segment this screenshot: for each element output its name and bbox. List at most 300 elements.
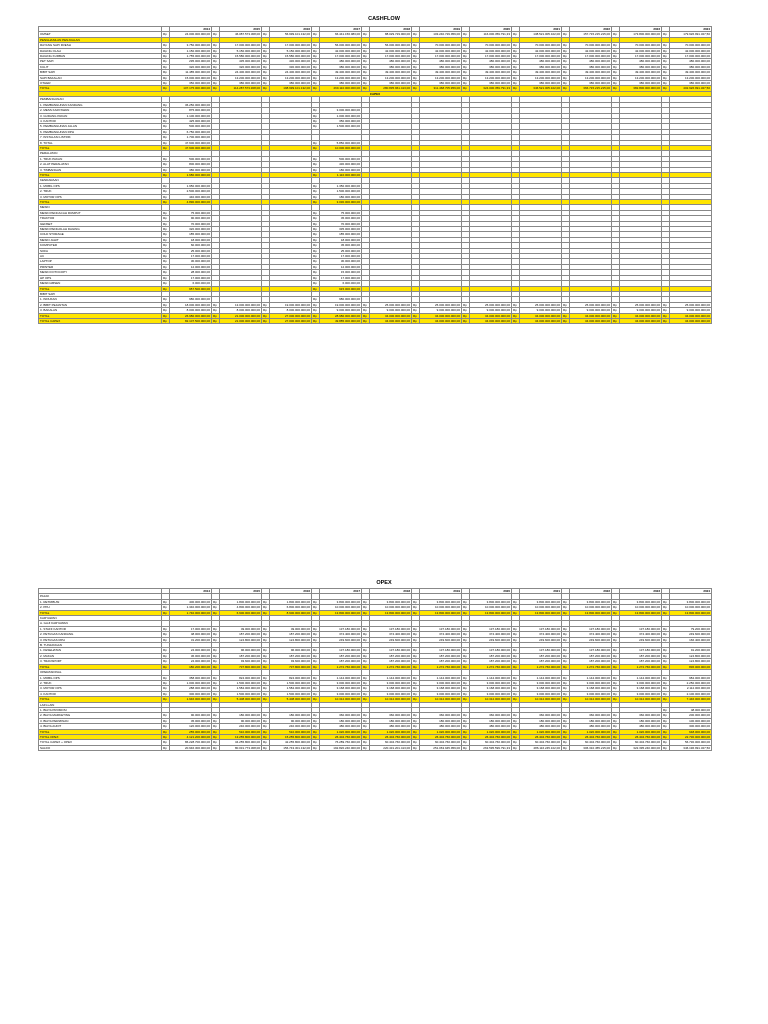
value-cell: 480.000.000,00: [420, 59, 462, 64]
value-cell: 824.000.000,00: [220, 675, 262, 680]
value-cell: 34.000.000.000,00: [370, 313, 412, 318]
currency-cell: Rp: [512, 70, 520, 75]
value-cell: 180.000.000,00: [520, 718, 562, 723]
currency-cell: Rp: [312, 108, 320, 113]
currency-cell: Rp: [212, 605, 220, 610]
currency-cell: Rp: [312, 745, 320, 750]
currency-cell: Rp: [562, 64, 570, 69]
row-label: 1. RETRIBUSI: [39, 599, 162, 604]
currency-cell: Rp: [562, 70, 570, 75]
year-header-cell: 2015: [220, 27, 262, 32]
value-cell: 3.800.000.000,00: [620, 599, 662, 604]
currency-cell: Rp: [262, 605, 270, 610]
currency-cell: Rp: [512, 313, 520, 318]
value-cell: 13.200.000.000,00: [470, 75, 512, 80]
currency-cell: Rp: [512, 740, 520, 745]
row-label: LAPTOP: [39, 259, 162, 264]
value-cell: 500.000.000,00: [320, 156, 362, 161]
currency-cell: Rp: [162, 108, 170, 113]
value-cell: 6.600.000.000,00: [220, 610, 262, 615]
value-cell: 25.000.000.000,00: [470, 302, 512, 307]
value-cell: 114.287.573.308,00: [220, 86, 262, 91]
currency-cell: Rp: [312, 264, 320, 269]
value-cell: 286.116.245.102,00: [520, 745, 562, 750]
value-cell: 3.000.000.000,00: [470, 680, 512, 685]
value-cell: 346.196.991.327,50: [670, 745, 712, 750]
value-cell: 280.835.961.413,00: [370, 86, 412, 91]
value-cell: 70.000.000.000,00: [470, 43, 512, 48]
value-cell: 137.180.000,00: [570, 626, 612, 631]
currency-cell: Rp: [362, 740, 370, 745]
currency-cell: Rp: [162, 626, 170, 631]
currency-cell: Rp: [312, 156, 320, 161]
currency-cell: Rp: [262, 308, 270, 313]
currency-cell: Rp: [312, 297, 320, 302]
currency-cell: Rp: [612, 70, 620, 75]
row-label: TOTAL CAPEX: [39, 318, 162, 323]
row-label: 2. BIBIT PEJANTAN: [39, 302, 162, 307]
value-cell: 3.000.000.000,00: [320, 691, 362, 696]
value-cell: 249.600.000,00: [570, 637, 612, 642]
currency-cell: Rp: [362, 70, 370, 75]
value-cell: 137.180.000,00: [370, 626, 412, 631]
currency-cell: Rp: [162, 129, 170, 134]
currency-cell: Rp: [412, 302, 420, 307]
value-cell: 187.200.000,00: [370, 653, 412, 658]
value-cell: 180.000.000,00: [620, 718, 662, 723]
currency-cell: Rp: [212, 632, 220, 637]
value-cell: 10.000.000.000,00: [520, 605, 562, 610]
currency-cell: Rp: [462, 740, 470, 745]
value-cell: 25.000.000.000,00: [420, 302, 462, 307]
currency-cell: Rp: [512, 626, 520, 631]
value-cell: 180.000.000,00: [320, 718, 362, 723]
value-cell: 3.000.000.000,00: [570, 680, 612, 685]
value-cell: 75.000.000,00: [320, 210, 362, 215]
currency-cell: Rp: [312, 243, 320, 248]
currency-cell: Rp: [512, 43, 520, 48]
value-cell: 45.000.000,00: [170, 718, 212, 723]
value-cell: 187.200.000,00: [520, 653, 562, 658]
currency-cell: Rp: [212, 308, 220, 313]
value-cell: 13.200.000.000,00: [520, 75, 562, 80]
value-cell: 137.180.000,00: [420, 648, 462, 653]
currency-cell: Rp: [612, 740, 620, 745]
currency-cell: Rp: [562, 729, 570, 734]
year-header-cell: 2015: [220, 589, 262, 594]
currency-cell: Rp: [662, 318, 670, 323]
value-cell: 1.144.000.000,00: [570, 675, 612, 680]
value-cell: 320.000.000,00: [170, 227, 212, 232]
value-cell: 324.000.359.791,33: [470, 86, 512, 91]
value-cell: 10.000.000.000,00: [320, 605, 362, 610]
value-cell: 187.200.000,00: [270, 653, 312, 658]
currency-cell: Rp: [312, 648, 320, 653]
year-header-cell: 2017: [320, 589, 362, 594]
currency-cell: Rp: [662, 686, 670, 691]
currency-cell: Rp: [512, 64, 520, 69]
currency-cell: Rp: [562, 740, 570, 745]
currency-cell: Rp: [562, 75, 570, 80]
row-label: 8. TOTAL: [39, 140, 162, 145]
value-cell: 6.750.000.000,00: [170, 129, 212, 134]
value-cell: 15.000.000,00: [320, 270, 362, 275]
value-cell: 3.168.000.000,00: [470, 686, 512, 691]
currency-cell: Rp: [162, 140, 170, 145]
row-label: DAGING OLAH: [39, 48, 162, 53]
value-cell: 137.180.000,00: [320, 626, 362, 631]
currency-cell: Rp: [612, 713, 620, 718]
value-cell: 49.400.000.000,00: [320, 70, 362, 75]
value-cell: 60.404.760.000,00: [620, 740, 662, 745]
value-cell: 10.000.000.000,00: [320, 145, 362, 150]
currency-cell: Rp: [562, 302, 570, 307]
currency-cell: Rp: [662, 308, 670, 313]
value-cell: 335.000.000,00: [320, 227, 362, 232]
value-cell: 15.255.800.000,00: [270, 734, 312, 739]
value-cell: 180.000.000,00: [420, 718, 462, 723]
value-cell: 374.400.000,00: [370, 632, 412, 637]
currency-cell: Rp: [162, 162, 170, 167]
value-cell: 1.100.000.000,00: [170, 113, 212, 118]
value-cell: 157.715.215.215,00: [570, 32, 612, 37]
value-cell: 42.000.000.000,00: [420, 48, 462, 53]
currency-cell: Rp: [162, 659, 170, 664]
value-cell: 824.000.000,00: [270, 675, 312, 680]
currency-cell: Rp: [162, 259, 170, 264]
currency-cell: Rp: [162, 156, 170, 161]
currency-cell: Rp: [412, 659, 420, 664]
value-cell: 400.000.000,00: [170, 599, 212, 604]
value-cell: 380.000.000,00: [620, 81, 662, 86]
value-cell: 380.000.000,00: [470, 81, 512, 86]
value-cell: 25.000.000.000,00: [670, 302, 712, 307]
currency-cell: Rp: [562, 86, 570, 91]
currency-cell: Rp: [462, 81, 470, 86]
value-cell: 79.200.000,00: [670, 626, 712, 631]
currency-cell: Rp: [412, 59, 420, 64]
value-cell: 346.521.005.102,00: [520, 86, 562, 91]
value-cell: 480.000.000,00: [420, 724, 462, 729]
currency-cell: Rp: [162, 118, 170, 123]
currency-cell: Rp: [512, 718, 520, 723]
value-cell: 10.312.000.000,00: [420, 697, 462, 702]
year-header-cell: 2021: [520, 589, 562, 594]
currency-cell: Rp: [562, 605, 570, 610]
currency-cell: Rp: [212, 610, 220, 615]
currency-cell: Rp: [512, 48, 520, 53]
value-cell: 249.600.000,00: [520, 637, 562, 642]
opex-title: OPEX: [376, 580, 392, 586]
value-cell: 13.800.000.000,00: [320, 610, 362, 615]
currency-cell: Rp: [362, 724, 370, 729]
value-cell: 374.400.000,00: [470, 632, 512, 637]
currency-cell: Rp: [162, 637, 170, 642]
currency-cell: Rp: [312, 313, 320, 318]
currency-cell: Rp: [512, 697, 520, 702]
currency-cell: Rp: [162, 113, 170, 118]
currency-cell: Rp: [212, 745, 220, 750]
currency-cell: Rp: [662, 64, 670, 69]
currency-cell: Rp: [212, 648, 220, 653]
currency-cell: Rp: [362, 318, 370, 323]
value-cell: 187.200.000,00: [420, 653, 462, 658]
value-cell: 1.020.000.000,00: [420, 729, 462, 734]
row-label: PENGHASILAN PENJUALAN: [39, 37, 162, 42]
value-cell: 180.200.000,00: [170, 664, 212, 669]
value-cell: 350.000.000,00: [320, 118, 362, 123]
currency-cell: Rp: [312, 113, 320, 118]
currency-cell: Rp: [312, 632, 320, 637]
value-cell: 56.999.101.132,00: [270, 32, 312, 37]
value-cell: 3.168.000.000,00: [370, 686, 412, 691]
row-label: 6. PEMBANGUNAN RPH: [39, 129, 162, 134]
value-cell: 103.240.729.959,00: [420, 32, 462, 37]
value-cell: 179.926.991.327,50: [670, 32, 712, 37]
value-cell: 9.000.000.000,00: [520, 308, 562, 313]
value-cell: 1.500.000.000,00: [270, 680, 312, 685]
currency-cell: Rp: [462, 605, 470, 610]
row-label: 2. ALAT PERALATAN: [39, 162, 162, 167]
row-label: MESIN ABSEN: [39, 281, 162, 286]
row-label: 5. PEMBANGUNAN JALAN: [39, 124, 162, 129]
row-label: TOTAL: [39, 145, 162, 150]
value-cell: 47.600.000.000,00: [170, 140, 212, 145]
currency-cell: Rp: [362, 734, 370, 739]
capex-band-label: CAPEX: [39, 91, 712, 96]
value-cell: 11.485.000.000,00: [170, 70, 212, 75]
currency-cell: Rp: [362, 48, 370, 53]
value-cell: 49.000.000,00: [270, 626, 312, 631]
currency-cell: Rp: [412, 308, 420, 313]
currency-cell: Rp: [512, 308, 520, 313]
currency-cell: Rp: [262, 632, 270, 637]
value-cell: 3.000.000.000,00: [470, 691, 512, 696]
currency-cell: Rp: [312, 162, 320, 167]
currency-cell: Rp: [462, 697, 470, 702]
value-cell: 70.000.000.000,00: [570, 43, 612, 48]
value-cell: 124.800.000,00: [670, 653, 712, 658]
value-cell: 380.000.000,00: [520, 64, 562, 69]
currency-cell: Rp: [662, 610, 670, 615]
value-cell: 96.000.000,00: [220, 648, 262, 653]
currency-cell: Rp: [262, 724, 270, 729]
year-header-cell: 2018: [370, 589, 412, 594]
value-cell: 30.000.000,00: [320, 259, 362, 264]
value-cell: 480.000.000,00: [620, 59, 662, 64]
currency-cell: Rp: [162, 308, 170, 313]
currency-cell: Rp: [412, 43, 420, 48]
value-cell: 28.000.000,00: [170, 270, 212, 275]
currency-cell: Rp: [462, 48, 470, 53]
currency-cell: Rp: [562, 734, 570, 739]
value-cell: 13.200.000.000,00: [670, 75, 712, 80]
currency-cell: Rp: [312, 713, 320, 718]
currency-cell: Rp: [162, 270, 170, 275]
value-cell: 13.200.000.000,00: [320, 75, 362, 80]
value-cell: 380.000.000,00: [670, 81, 712, 86]
value-cell: 26.404.760.000,00: [520, 734, 562, 739]
currency-cell: Rp: [562, 686, 570, 691]
value-cell: 13.200.000.000,00: [620, 75, 662, 80]
value-cell: 185.000.000,00: [170, 232, 212, 237]
row-label: OPERASIONAL: [39, 670, 162, 675]
value-cell: 480.000.000,00: [320, 59, 362, 64]
value-cell: 9.000.000.000,00: [620, 308, 662, 313]
value-cell: 358.000.000,00: [170, 675, 212, 680]
currency-cell: Rp: [462, 718, 470, 723]
currency-cell: Rp: [462, 680, 470, 685]
value-cell: 1.272.760.000,00: [420, 664, 462, 669]
value-cell: 180.000.000,00: [220, 713, 262, 718]
currency-cell: Rp: [162, 232, 170, 237]
value-cell: 137.180.000,00: [320, 648, 362, 653]
value-cell: 510.000.000,00: [270, 729, 312, 734]
row-label: 1. MOBIL OPS: [39, 675, 162, 680]
currency-cell: Rp: [662, 675, 670, 680]
value-cell: 25.000.000,00: [170, 248, 212, 253]
value-cell: 70.000.000,00: [170, 221, 212, 226]
value-cell: 24.000.000,00: [170, 648, 212, 653]
currency-cell: Rp: [162, 729, 170, 734]
currency-cell: Rp: [162, 102, 170, 107]
currency-cell: Rp: [312, 718, 320, 723]
value-cell: 984.000.000,00: [670, 675, 712, 680]
value-cell: 9.000.000.000,00: [670, 308, 712, 313]
currency-cell: Rp: [612, 648, 620, 653]
value-cell: 1.144.000.000,00: [470, 675, 512, 680]
value-cell: 93.600.000,00: [270, 659, 312, 664]
currency-cell: Rp: [612, 632, 620, 637]
value-cell: 166.400.000,00: [670, 637, 712, 642]
currency-cell: Rp: [462, 659, 470, 664]
value-cell: 374.400.000,00: [520, 632, 562, 637]
value-cell: 70.000.000.000,00: [520, 43, 562, 48]
value-cell: 10.312.000.000,00: [620, 697, 662, 702]
currency-cell: Rp: [162, 713, 170, 718]
value-cell: 3.000.000.000,00: [420, 680, 462, 685]
value-cell: 17.000.000.000,00: [520, 54, 562, 59]
row-label: KENDARAAN: [39, 178, 162, 183]
currency-cell: Rp: [312, 216, 320, 221]
value-cell: 15.580.000.000,00: [220, 54, 262, 59]
value-cell: 1.272.760.000,00: [520, 664, 562, 669]
value-cell: 15.000.000.000,00: [170, 75, 212, 80]
row-label: 2. BIAYA MARKETING: [39, 713, 162, 718]
currency-cell: Rp: [162, 734, 170, 739]
year-header-cell: 2014: [170, 27, 212, 32]
currency-cell: Rp: [612, 686, 620, 691]
currency-cell: Rp: [462, 54, 470, 59]
currency-cell: Rp: [212, 734, 220, 739]
currency-cell: Rp: [662, 713, 670, 718]
currency-cell: Rp: [262, 81, 270, 86]
currency-cell: Rp: [462, 632, 470, 637]
value-cell: 137.180.000,00: [470, 648, 512, 653]
value-cell: 402.926.991.327,50: [670, 86, 712, 91]
currency-cell: Rp: [262, 75, 270, 80]
row-label: COLD STORAGE: [39, 232, 162, 237]
currency-cell: Rp: [462, 729, 470, 734]
row-label: MESIN: [39, 205, 162, 210]
currency-cell: Rp: [412, 648, 420, 653]
value-cell: 360.000.000,00: [370, 713, 412, 718]
row-label: MESIN FOTOCOPY: [39, 270, 162, 275]
currency-cell: Rp: [562, 43, 570, 48]
value-cell: 10.000.000.000,00: [620, 605, 662, 610]
currency-cell: Rp: [462, 724, 470, 729]
row-label: 2. TRUK: [39, 680, 162, 685]
currency-cell: Rp: [312, 697, 320, 702]
row-label: TOTAL: [39, 286, 162, 291]
currency-cell: Rp: [162, 183, 170, 188]
value-cell: 3.000.000.000,00: [520, 680, 562, 685]
value-cell: 24.400.000.000,00: [220, 70, 262, 75]
currency-cell: Rp: [162, 43, 170, 48]
currency-cell: Rp: [362, 680, 370, 685]
table-row: [39, 745, 712, 750]
currency-cell: Rp: [162, 124, 170, 129]
currency-cell: Rp: [662, 605, 670, 610]
currency-cell: Rp: [162, 745, 170, 750]
value-cell: 440.000.000,00: [170, 194, 212, 199]
currency-cell: Rp: [212, 675, 220, 680]
currency-cell: Rp: [362, 59, 370, 64]
value-cell: 366.715.215.215,00: [570, 86, 612, 91]
value-cell: 10.000.000.000,00: [670, 605, 712, 610]
value-cell: 25.000.000.000,00: [520, 302, 562, 307]
currency-cell: Rp: [312, 200, 320, 205]
row-label: TOTAL: [39, 172, 162, 177]
currency-cell: Rp: [212, 54, 220, 59]
currency-cell: Rp: [512, 610, 520, 615]
value-cell: 3.800.000.000,00: [520, 599, 562, 604]
value-cell: 510.000.000,00: [220, 729, 262, 734]
currency-cell: Rp: [412, 740, 420, 745]
value-cell: 3.800.000.000,00: [320, 599, 362, 604]
row-label: SAPI BAKALAN: [39, 75, 162, 80]
currency-cell: Rp: [212, 599, 220, 604]
currency-cell: Rp: [612, 697, 620, 702]
currency-cell: Rp: [312, 194, 320, 199]
currency-cell: Rp: [612, 64, 620, 69]
currency-cell: Rp: [512, 724, 520, 729]
currency-cell: Rp: [462, 713, 470, 718]
currency-cell: Rp: [262, 675, 270, 680]
currency-cell: Rp: [412, 745, 420, 750]
currency-cell: Rp: [362, 675, 370, 680]
year-header-cell: 2020: [470, 27, 512, 32]
value-cell: 1.144.000.000,00: [520, 675, 562, 680]
value-cell: 13.800.000.000,00: [670, 610, 712, 615]
currency-cell: Rp: [662, 43, 670, 48]
currency-cell: Rp: [412, 318, 420, 323]
currency-cell: Rp: [612, 675, 620, 680]
value-cell: 9.000.000.000,00: [470, 308, 512, 313]
currency-cell: Rp: [562, 610, 570, 615]
currency-cell: Rp: [212, 86, 220, 91]
value-cell: 3.800.000.000,00: [570, 599, 612, 604]
value-cell: 15.580.000.000,00: [270, 54, 312, 59]
currency-cell: Rp: [262, 86, 270, 91]
row-label: TOTAL CAPEX + OPEX: [39, 740, 162, 745]
currency-cell: Rp: [212, 70, 220, 75]
currency-cell: Rp: [612, 724, 620, 729]
currency-cell: Rp: [612, 605, 620, 610]
currency-cell: Rp: [562, 648, 570, 653]
currency-cell: Rp: [162, 648, 170, 653]
value-cell: 1.272.760.000,00: [570, 664, 612, 669]
